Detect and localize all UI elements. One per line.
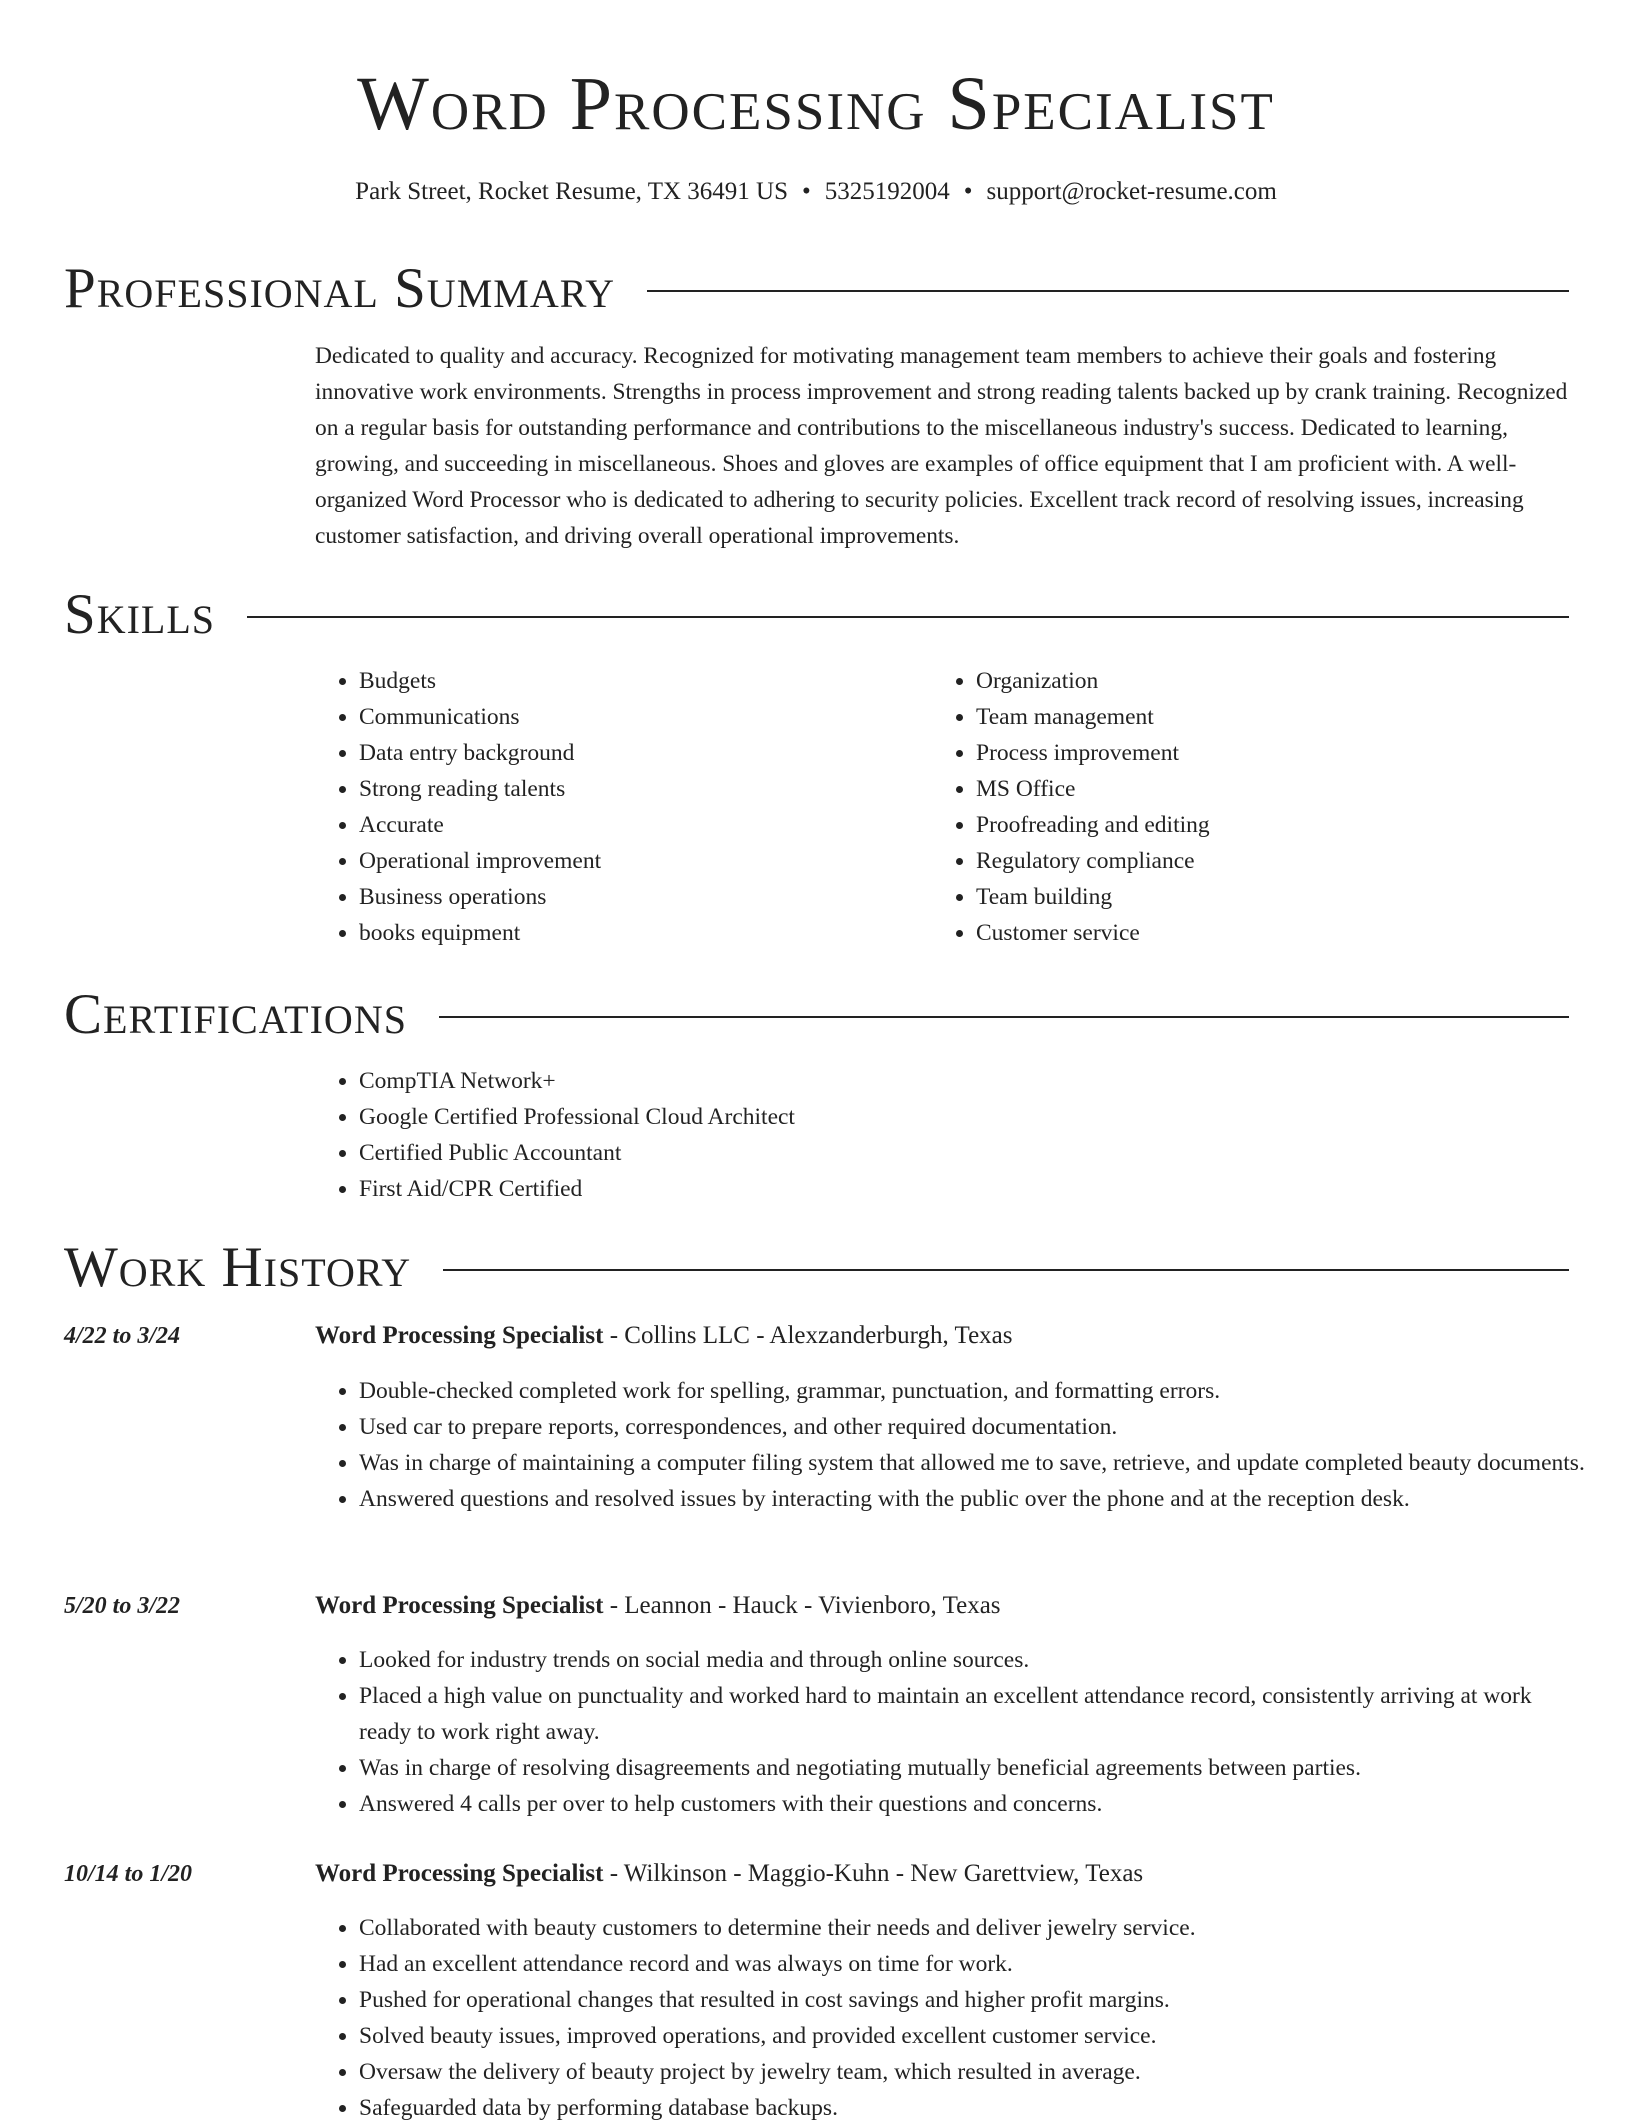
contact-address: Park Street, Rocket Resume, TX 36491 US [355,178,788,205]
skill-item: • Strong reading talents [359,771,919,807]
skill-item: • books equipment [359,915,919,951]
certifications-list [315,1063,1559,1207]
skill-item: • Process improvement [976,735,1576,771]
job-duty: • Was in charge of maintaining a computer filing system that allowed me to save, retrieve, and update completed beauty documents. [359,1445,1589,1481]
job-heading [315,1856,1143,1892]
skills-section-header [64,580,1569,650]
section-rule [247,616,1569,618]
job-dates: 4/22 to 3/24 [64,1323,181,1349]
section-title: Skills [64,583,216,646]
job-duties-list [315,1373,1589,1517]
contact-line [0,172,1632,212]
job-duty: • Double-checked completed work for spelling, grammar, punctuation, and formatting errors. [359,1373,1589,1409]
skills-list-right [932,663,1576,951]
job-duty: • Answered questions and resolved issues by interacting with the public over the phone and at the reception desk. [359,1481,1589,1517]
job-title: Word Processing Specialist [315,1592,604,1619]
job-duty: • Solved beauty issues, improved operations, and provided excellent customer service. [359,2018,1589,2054]
skill-item: • Proofreading and editing [976,807,1576,843]
job-duty: • Oversaw the delivery of beauty project by jewelry team, which resulted in average. [359,2054,1589,2090]
skill-item: • Budgets [359,663,919,699]
summary-text: Dedicated to quality and accuracy. Recognized for motivating management team members to achieve their goals and fostering innovative work environments. Strengths in process improvement and strong reading talents backed up by crank training. Recognized on a regular basis for outstanding performance and contributions to the miscellaneous industry's success. Dedicated to learning, growing, and succeeding in miscellaneous. Shoes and gloves are examples of office equipment that I am proficient with. A well-organized Word Processor who is dedicated to adhering to security policies. Excellent track record of resolving issues, increasing customer satisfaction, and driving overall operational improvements. [315,343,1568,549]
work-history-section-header [64,1233,1569,1303]
job-title: Word Processing Specialist [315,1860,604,1887]
job-dates: 10/14 to 1/20 [64,1861,193,1887]
section-rule [439,1016,1569,1018]
skill-item: • Regulatory compliance [976,843,1576,879]
job-employer: - Collins LLC - Alexzanderburgh, Texas [603,1322,1013,1349]
job-duty: • Safeguarded data by performing database backups. [359,2090,1589,2126]
skill-item: • Team building [976,879,1576,915]
certifications-section-header [64,980,1569,1050]
section-title: Certifications [64,983,407,1046]
section-rule [443,1269,1569,1271]
contact-separator: • [963,178,973,205]
job-duty: • Pushed for operational changes that resulted in cost savings and higher profit margins. [359,1982,1589,2018]
certification-item: • First Aid/CPR Certified [359,1171,1559,1207]
job-duty: • Was in charge of resolving disagreements and negotiating mutually beneficial agreements between parties. [359,1750,1589,1786]
job-duty: • Looked for industry trends on social media and through online sources. [359,1642,1589,1678]
job-duty: • Answered 4 calls per over to help customers with their questions and concerns. [359,1786,1589,1822]
skill-item: • Business operations [359,879,919,915]
section-rule [647,290,1569,292]
job-heading [315,1318,1013,1354]
job-heading [315,1588,1001,1624]
contact-separator: • [802,178,811,205]
section-title: Professional Summary [64,257,616,320]
job-duty: • Had an excellent attendance record and was always on time for work. [359,1946,1589,1982]
skill-item: • MS Office [976,771,1576,807]
job-duties-list [315,1910,1589,2126]
skills-list-left [315,663,919,951]
certification-item: • Certified Public Accountant [359,1135,1559,1171]
job-duties-list [315,1642,1589,1822]
skill-item: • Data entry background [359,735,919,771]
summary-section-header [64,254,1569,324]
job-duty: • Used car to prepare reports, correspondences, and other required documentation. [359,1409,1589,1445]
job-duty: • Placed a high value on punctuality and worked hard to maintain an excellent attendance record, consistently arriving at work ready to work right away. [359,1678,1589,1750]
contact-phone: 5325192004 [824,178,950,205]
skill-item: • Communications [359,699,919,735]
certification-item: • CompTIA Network+ [359,1063,1559,1099]
job-employer: - Leannon - Hauck - Vivienboro, Texas [603,1592,1001,1619]
section-title: Work History [64,1236,412,1299]
skill-item: • Organization [976,663,1576,699]
contact-email[interactable]: support@rocket-resume.com [986,178,1277,205]
skill-item: • Accurate [359,807,919,843]
job-employer: - Wilkinson - Maggio-Kuhn - New Garettview, Texas [603,1860,1144,1887]
job-duty: • Collaborated with beauty customers to determine their needs and deliver jewelry service. [359,1910,1589,1946]
candidate-name: Word Processing Specialist [357,62,1275,146]
job-title: Word Processing Specialist [315,1322,604,1349]
job-dates: 5/20 to 3/22 [64,1593,181,1619]
certification-item: • Google Certified Professional Cloud Architect [359,1099,1559,1135]
skill-item: • Team management [976,699,1576,735]
skill-item: • Customer service [976,915,1576,951]
skill-item: • Operational improvement [359,843,919,879]
